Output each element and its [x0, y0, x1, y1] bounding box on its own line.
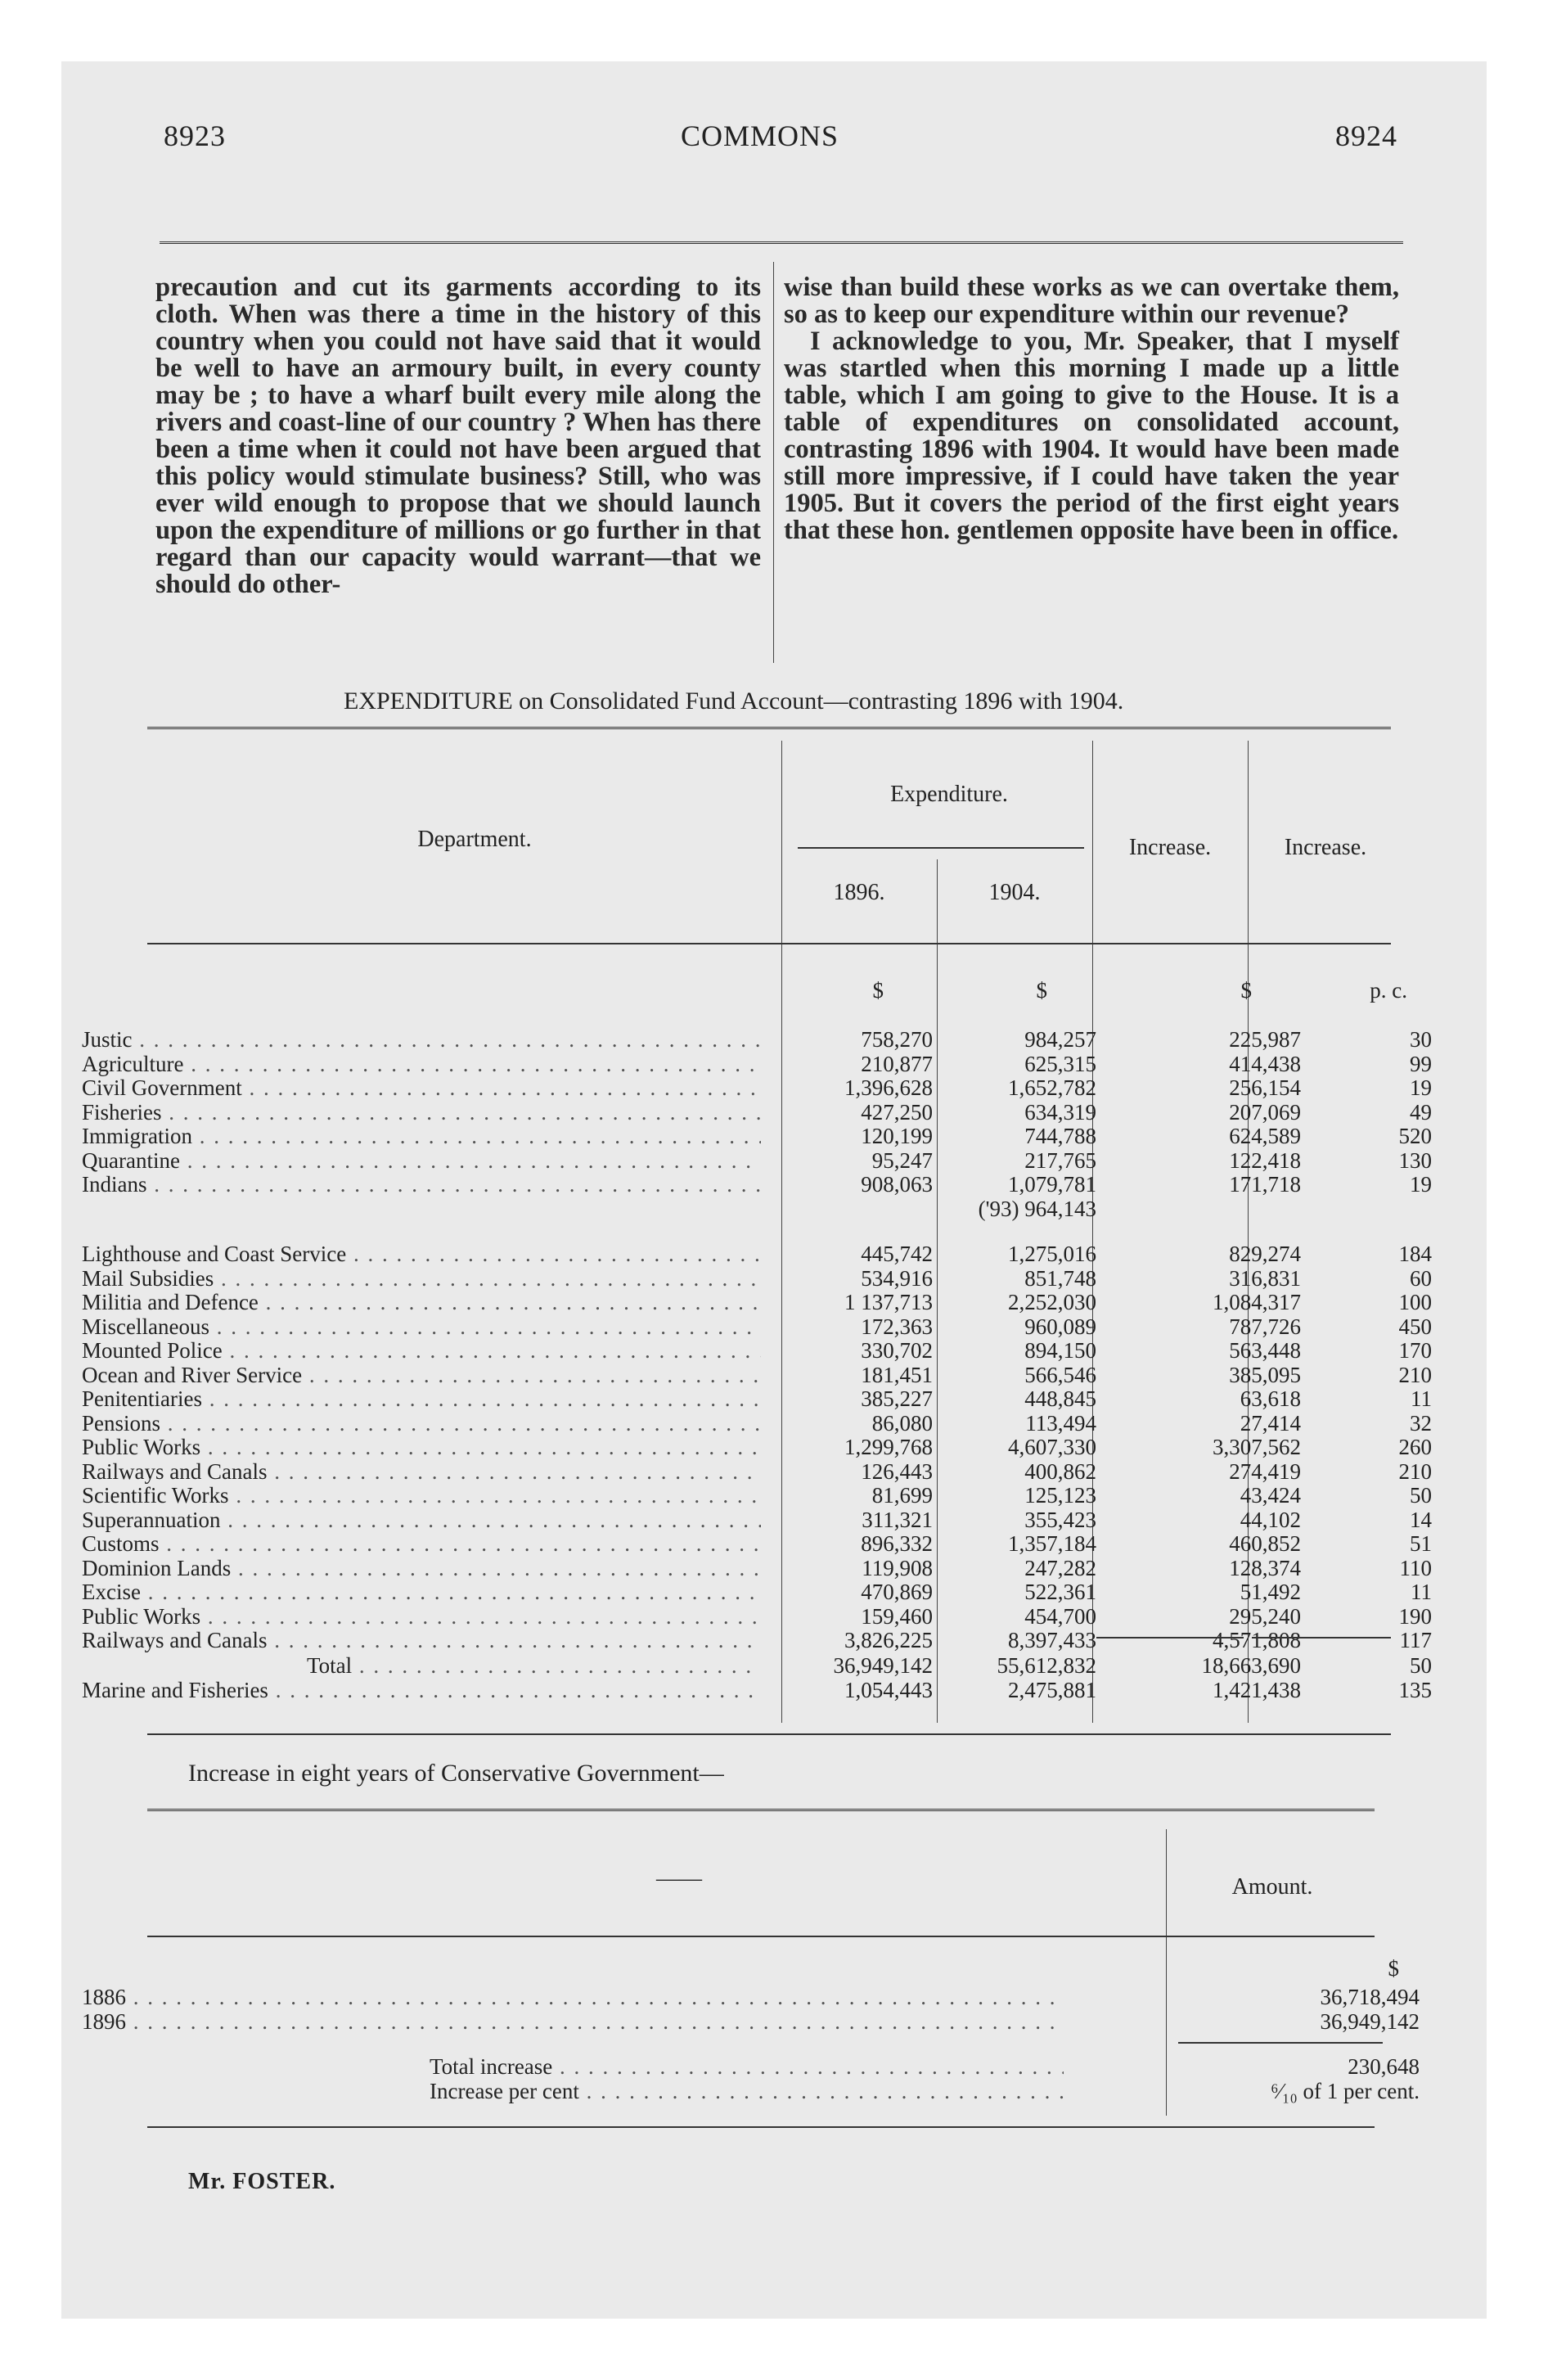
value-1904: 125,123: [1024, 1483, 1096, 1508]
header-1896: 1896.: [833, 880, 885, 905]
department-name: Public Works . . .: [82, 1435, 761, 1459]
header-increase: Increase.: [1128, 835, 1212, 860]
table-row: [82, 1124, 1432, 1148]
left-page-number: 8923: [164, 119, 226, 152]
value-percent: 19: [1410, 1172, 1432, 1197]
marine-pc: 135: [1398, 1678, 1432, 1702]
value-1904: 1,357,184: [1008, 1531, 1096, 1556]
value-percent: 49: [1410, 1099, 1432, 1125]
speaker-footer: Mr. FOSTER.: [188, 2169, 336, 2194]
increase-per-cent-label: Increase per cent . . .: [82, 2079, 1064, 2103]
right-text-column: [784, 274, 1399, 544]
table2-header-rule: [147, 1936, 1375, 1937]
value-1904: 894,150: [1024, 1338, 1096, 1363]
value-1904: 400,862: [1024, 1458, 1096, 1484]
value-1896: 445,742: [861, 1242, 933, 1266]
department-name: Fisheries . . .: [82, 1100, 761, 1125]
department-name: Lighthouse and Coast Service . . .: [82, 1242, 761, 1266]
table-row: [82, 1458, 1432, 1484]
value-1904: 960,089: [1024, 1314, 1096, 1339]
table2-unit-row: [82, 1956, 1417, 1981]
department-name: Pensions . . .: [82, 1411, 761, 1436]
value-1904: 566,546: [1024, 1362, 1096, 1387]
table-row: [82, 1603, 1432, 1629]
value-1904: 851,748: [1024, 1265, 1096, 1291]
value-1904: 4,607,330: [1008, 1435, 1096, 1459]
marine-1904: 2,475,881: [1008, 1678, 1096, 1702]
value-percent: 14: [1410, 1507, 1432, 1532]
value-1904: 984,257: [1024, 1027, 1096, 1052]
total-rule: [1096, 1637, 1244, 1639]
table2-row: [82, 2009, 1420, 2034]
value-1904: 448,845: [1024, 1386, 1096, 1411]
total-pc: 50: [1410, 1653, 1432, 1678]
value-increase: 385,095: [1229, 1362, 1301, 1387]
table2-top-rule: [147, 1809, 1375, 1814]
table-row: [82, 1265, 1432, 1291]
value-1896: 86,080: [871, 1410, 933, 1436]
department-name: Scientific Works . . .: [82, 1483, 761, 1508]
total-increase-row: [82, 2054, 1420, 2079]
value-percent: 210: [1398, 1458, 1432, 1484]
subheader-rule: [798, 847, 1084, 849]
department-name: Penitentiaries . . .: [82, 1386, 761, 1411]
value-1896: 330,702: [861, 1338, 933, 1363]
table-top-rule: [147, 727, 1391, 732]
department-name: Agriculture . . .: [82, 1052, 761, 1076]
value-percent: 99: [1410, 1051, 1432, 1076]
table-row: [82, 1242, 1432, 1266]
value-percent: 130: [1398, 1147, 1432, 1173]
table2-header-amount: Amount.: [1231, 1874, 1313, 1900]
value-increase: 63,618: [1240, 1386, 1301, 1411]
value-percent: 19: [1410, 1075, 1432, 1100]
value-1896: 1,396,628: [844, 1075, 933, 1100]
table-row: [82, 1147, 1432, 1173]
table-row: [82, 1483, 1432, 1508]
department-name: Railways and Canals . . .: [82, 1628, 761, 1652]
total-increase-label: Total increase . . .: [82, 2054, 1064, 2079]
table-row: [82, 1580, 1432, 1604]
table2-sum-rule: [1178, 2042, 1383, 2044]
unit-pc: p. c.: [1370, 978, 1407, 1003]
value-1896: 95,247: [871, 1147, 933, 1173]
table-row: [82, 1386, 1432, 1411]
value-percent: 184: [1398, 1242, 1432, 1266]
amount: 36,949,142: [1320, 2009, 1420, 2034]
units-row: [82, 978, 1417, 1003]
value-percent: 260: [1398, 1435, 1432, 1459]
value-increase: 44,102: [1240, 1507, 1301, 1532]
table-row: [82, 1197, 1417, 1221]
table-caption: EXPENDITURE on Consolidated Fund Account—contrasting 1896 with 1904.: [344, 687, 1124, 714]
total-1904: 55,612,832: [997, 1653, 1096, 1678]
header-rule: [160, 241, 1403, 247]
value-1896: 896,332: [861, 1531, 933, 1556]
total-rule: [1252, 1637, 1391, 1639]
table2-header-left: ——: [656, 1866, 702, 1891]
table-row: [82, 1338, 1432, 1363]
department-name: Militia and Defence . . .: [82, 1290, 761, 1314]
value-percent: 50: [1410, 1483, 1432, 1508]
value-1904: 454,700: [1024, 1603, 1096, 1629]
table-row: [82, 1099, 1432, 1125]
department-name: Indians . . .: [82, 1172, 761, 1197]
value-1904: 217,765: [1024, 1147, 1096, 1173]
value-1896: 311,321: [862, 1507, 933, 1532]
total-row: [82, 1653, 1432, 1678]
column-divider: [773, 262, 774, 663]
department-name: Miscellaneous . . .: [82, 1314, 761, 1339]
value-1896: 3,826,225: [844, 1628, 933, 1652]
value-increase: 414,438: [1229, 1051, 1301, 1076]
table2-row: [82, 1985, 1420, 2009]
value-1904: 8,397,433: [1008, 1628, 1096, 1652]
value-percent: 51: [1410, 1531, 1432, 1556]
value-percent: 11: [1411, 1386, 1432, 1411]
table-row: [82, 1027, 1432, 1052]
table-row: [82, 1051, 1432, 1076]
value-1896: 534,916: [861, 1265, 933, 1291]
value-1896: 908,063: [861, 1172, 933, 1197]
value-increase: 460,852: [1229, 1531, 1301, 1556]
value-1904: 1,275,016: [1008, 1242, 1096, 1266]
department-name: Mail Subsidies . . .: [82, 1266, 761, 1291]
value-percent: 117: [1399, 1628, 1432, 1652]
value-1896: 427,250: [861, 1099, 933, 1125]
value-increase: 256,154: [1229, 1075, 1301, 1100]
value-increase: 27,414: [1240, 1410, 1301, 1436]
value-1896: 210,877: [861, 1051, 933, 1076]
department-name: Customs . . .: [82, 1531, 761, 1556]
total-label: Total . . .: [82, 1653, 761, 1678]
value-increase: 225,987: [1229, 1027, 1301, 1052]
value-1896: 470,869: [861, 1580, 933, 1604]
value-1896: 172,363: [861, 1314, 933, 1339]
value-increase: 122,418: [1229, 1147, 1301, 1173]
value-1896: 385,227: [861, 1386, 933, 1411]
value-increase: 829,274: [1229, 1242, 1301, 1266]
right-page-number: 8924: [1335, 119, 1397, 152]
value-1896: 758,270: [861, 1027, 933, 1052]
increase-per-cent-amount: ⁶⁄₁₀ of 1 per cent.: [1271, 2079, 1420, 2103]
table-row: [82, 1362, 1432, 1387]
department-name: Superannuation . . .: [82, 1508, 761, 1532]
department-name: Justic . . .: [82, 1027, 761, 1052]
department-name: Quarantine . . .: [82, 1148, 761, 1173]
value-increase: 51,492: [1240, 1580, 1301, 1604]
marine-increase: 1,421,438: [1213, 1678, 1301, 1702]
table-row: [82, 1075, 1432, 1100]
year-label: 1896 . . .: [82, 2009, 1064, 2034]
value-1904: 247,282: [1024, 1555, 1096, 1580]
total-increase-amount: 230,648: [1348, 2054, 1420, 2079]
table-bottom-rule: [147, 1733, 1391, 1735]
value-increase: 316,831: [1229, 1265, 1301, 1291]
table-row: [82, 1314, 1432, 1339]
table-row: [82, 1290, 1432, 1314]
value-increase: 128,374: [1229, 1555, 1301, 1580]
table-row: [82, 1410, 1432, 1436]
value-increase: 43,424: [1240, 1483, 1301, 1508]
value-1904: 522,361: [1024, 1580, 1096, 1604]
value-increase: 563,448: [1229, 1338, 1301, 1363]
value-1896: 181,451: [861, 1362, 933, 1387]
value-percent: 520: [1398, 1124, 1432, 1148]
department-name: Immigration . . .: [82, 1124, 761, 1148]
running-title: COMMONS: [681, 119, 839, 152]
value-percent: 30: [1410, 1027, 1432, 1052]
table-row: [82, 1531, 1432, 1556]
table2-caption: Increase in eight years of Conservative Government—: [188, 1760, 724, 1787]
value-percent: 210: [1398, 1362, 1432, 1387]
department-name: Railways and Canals . . .: [82, 1459, 761, 1484]
year-label: 1886 . . .: [82, 1985, 1064, 2009]
department-name: Excise . . .: [82, 1580, 761, 1604]
table2-bottom-rule: [147, 2126, 1375, 2128]
left-text-column: [155, 274, 761, 598]
value-1904: 634,319: [1024, 1099, 1096, 1125]
value-1896: 1 137,713: [844, 1290, 933, 1314]
value-1904: 355,423: [1024, 1507, 1096, 1532]
value-increase: 274,419: [1229, 1458, 1301, 1484]
value-percent: 170: [1398, 1338, 1432, 1363]
department-name: Dominion Lands . . .: [82, 1556, 761, 1580]
header-bottom-rule: [147, 943, 1391, 944]
unit-1896: $: [872, 978, 884, 1003]
marine-label: Marine and Fisheries . . .: [82, 1678, 761, 1702]
value-increase: 4,571,808: [1213, 1628, 1301, 1652]
value-1904: 1,652,782: [1008, 1075, 1096, 1100]
value-increase: 787,726: [1229, 1314, 1301, 1339]
value-percent: 190: [1398, 1603, 1432, 1629]
value-increase: 1,084,317: [1213, 1290, 1301, 1314]
table2-unit: $: [1388, 1956, 1399, 1981]
table-row: [82, 1507, 1432, 1532]
unit-1904: $: [1036, 978, 1047, 1003]
total-increase: 18,663,690: [1201, 1653, 1301, 1678]
paragraph: wise than build these works as we can overtake them, so as to keep our expenditure within our revenue?: [784, 273, 1399, 329]
paragraph: precaution and cut its garments according to its cloth. When was there a time in the history of this country when you could not have said that it would be well to have an armoury built, in every county may be ; to have a wharf built every mile along the rivers and coast-line of our country ? When has there been a time when it could not have been argued that this policy would stimulate business? Still, who was ever wild enough to propose that we should launch upon the expenditure of millions or go further in that regard than our capacity would warrant—that we should do other-: [155, 273, 761, 599]
total-1896: 36,949,142: [833, 1653, 933, 1678]
table-row: [82, 1172, 1432, 1197]
value-increase: 3,307,562: [1213, 1435, 1301, 1459]
table-row: [82, 1435, 1432, 1459]
value-1904: 744,788: [1024, 1124, 1096, 1148]
department-name: Mounted Police . . .: [82, 1338, 761, 1363]
marine-row: [82, 1678, 1432, 1702]
header-expenditure: Expenditure.: [890, 782, 1008, 807]
table-row: [82, 1555, 1432, 1580]
value-1896: 81,699: [871, 1483, 933, 1508]
value-1896: 119,908: [862, 1555, 933, 1580]
amount: 36,718,494: [1320, 1985, 1420, 2009]
increase-per-cent-row: [82, 2079, 1420, 2103]
value-1904: 625,315: [1024, 1051, 1096, 1076]
value-increase: 295,240: [1229, 1603, 1301, 1629]
value-1904: 2,252,030: [1008, 1290, 1096, 1314]
value-increase: 207,069: [1229, 1099, 1301, 1125]
value-1896: 1,299,768: [844, 1435, 933, 1459]
value-increase: 624,589: [1229, 1124, 1301, 1148]
value-1904: 113,494: [1025, 1410, 1096, 1436]
value-increase: 171,718: [1229, 1172, 1301, 1197]
header-increase-pc: Increase.: [1284, 835, 1367, 860]
unit-increase: $: [1240, 978, 1252, 1003]
department-name: Public Works . . .: [82, 1604, 761, 1629]
value-1896: 126,443: [861, 1458, 933, 1484]
marine-1896: 1,054,443: [844, 1678, 933, 1702]
table-row: [82, 1628, 1432, 1652]
value-percent: 450: [1398, 1314, 1432, 1339]
value-percent: 100: [1398, 1290, 1432, 1314]
department-name: Ocean and River Service . . .: [82, 1363, 761, 1387]
paragraph: I acknowledge to you, Mr. Speaker, that I myself was startled when this morning I made up a little table, which I am going to give to the House. It is a table of expenditures on consolidated account, contrasting 1896 with 1904. It would have been made still more impressive, if I could have taken the year 1905. But it covers the period of the first eight years that these hon. gentlemen opposite have been in office.: [784, 327, 1399, 545]
value-percent: 110: [1399, 1555, 1432, 1580]
value-1896: 159,460: [861, 1603, 933, 1629]
value-1896: 120,199: [861, 1124, 933, 1148]
value-percent: 32: [1410, 1410, 1432, 1436]
value-1904: ('93) 964,143: [978, 1196, 1096, 1221]
value-percent: 60: [1410, 1265, 1432, 1291]
value-1904: 1,079,781: [1008, 1172, 1096, 1197]
header-1904: 1904.: [988, 880, 1041, 905]
header-department: Department.: [417, 827, 532, 852]
department-name: Civil Government . . .: [82, 1075, 761, 1100]
value-percent: 11: [1411, 1580, 1432, 1604]
